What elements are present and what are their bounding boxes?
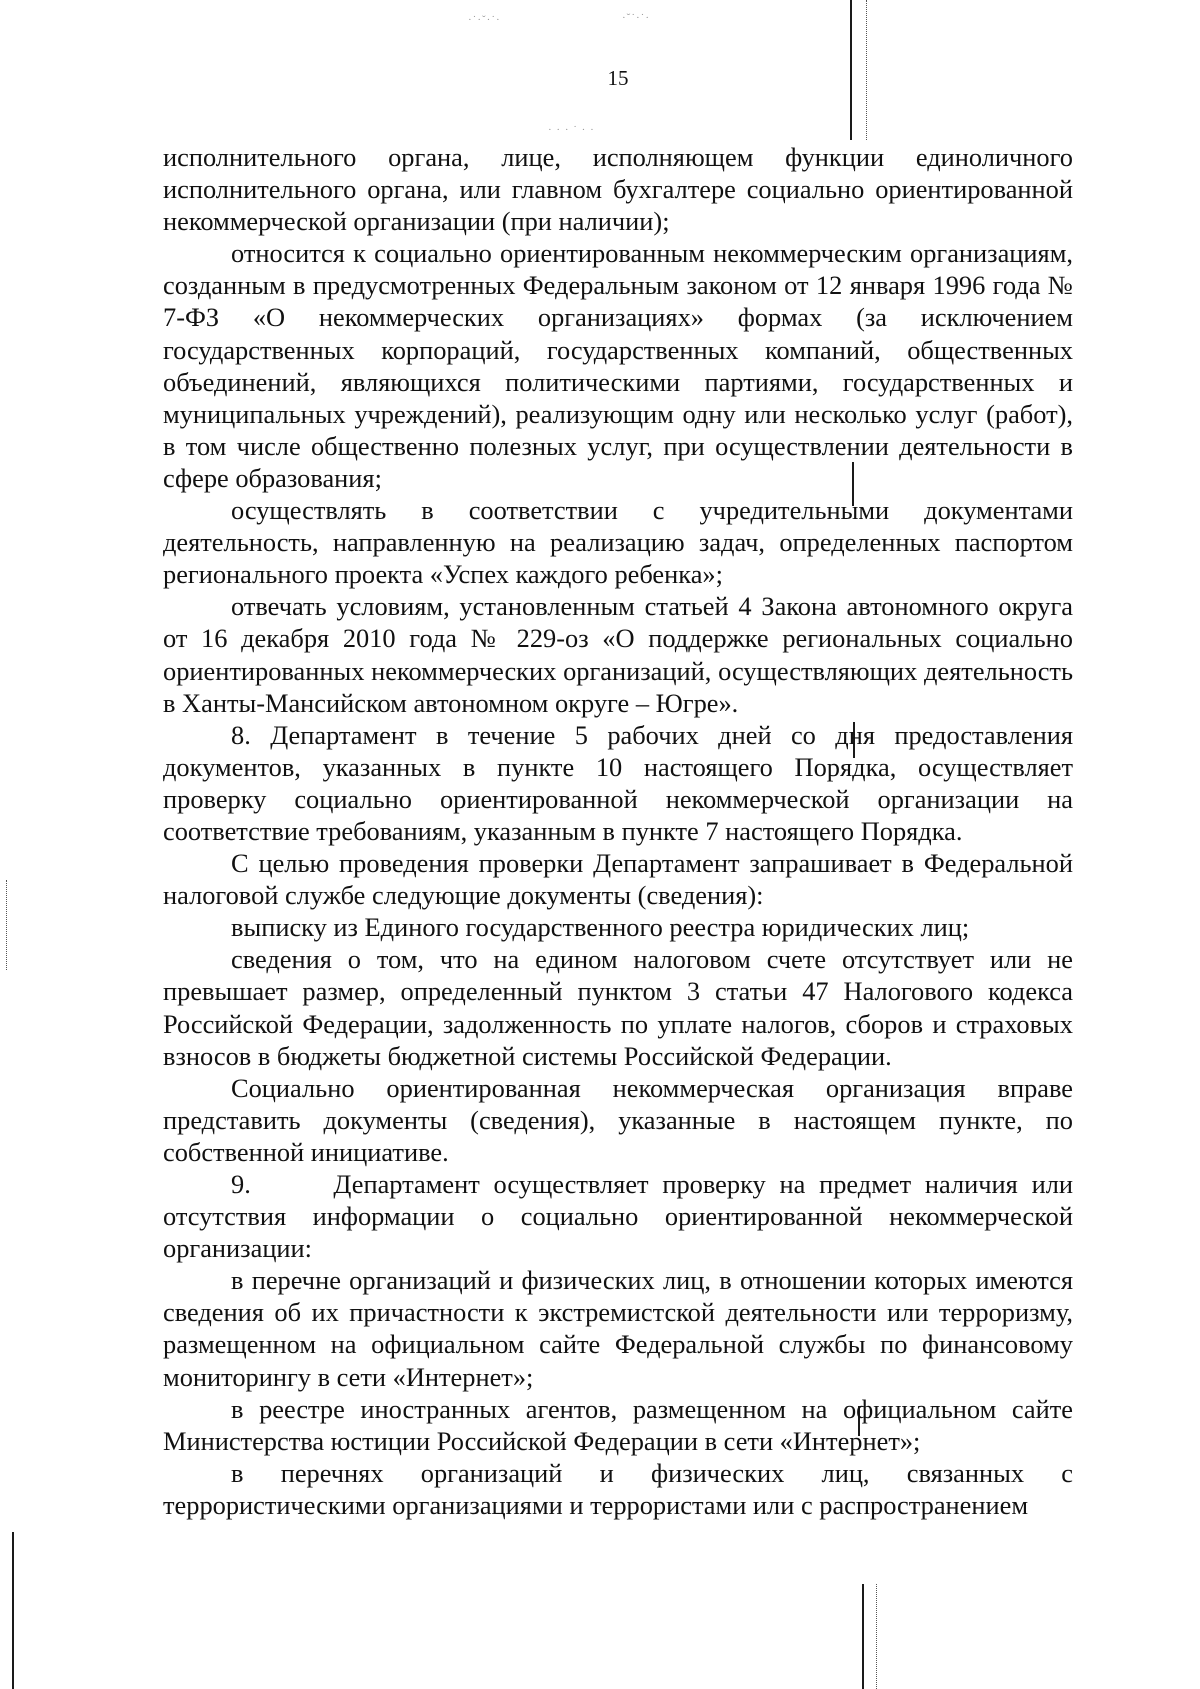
paragraph-continuation: исполнительного органа, лице, исполняющем функции единоличного исполнительного органа, или главном бухгалтере социально ориентированной некоммерческой организации (при наличии); (163, 142, 1073, 237)
scan-left-edge-dots (6, 880, 7, 970)
paragraph-terrorism-list: в перечнях организаций и физических лиц, связанных с террористическими организациями и террористами или с распространением (163, 1457, 1073, 1520)
scan-dotted-line-bottom (876, 1584, 877, 1689)
page-number: 15 (607, 66, 629, 90)
paragraph-item-9: 9. Департамент осуществляет проверку на предмет наличия или отсутствия информации о социально ориентированной некоммерческой организации: (163, 1169, 1080, 1264)
scan-vertical-line-bottom (862, 1584, 864, 1689)
paragraph-foreign-agents: в реестре иностранных агентов, размещенном на официальном сайте Министерства юстиции Российской Федерации в сети «Интернет»; (163, 1393, 1073, 1456)
scan-speckle-top-right: ·ˇ˙·˙· (622, 12, 650, 24)
paragraph-requirement-conditions: отвечать условиям, установленным статьей 4 Закона автономного округа от 16 декабря 2010 года № 229-оз «О поддержке региональных социально ориентированных некоммерческих организаций, осуществляющих деятельность в Ханты-Мансийском автономном округе – Югре». (163, 591, 1073, 718)
scan-speckle-top-left: ·˙·ˇ·˙· (468, 14, 501, 26)
paragraph-tax-debt: сведения о том, что на едином налоговом счете отсутствует или не превышает размер, определенный пунктом 3 статьи 47 Налогового кодекса Российской Федерации, задолженность по уплате налогов, сборов и страховых взносов в бюджеты бюджетной системы Российской Федерации. (163, 944, 1073, 1071)
paragraph-item-8: 8. Департамент в течение 5 рабочих дней со дня предоставления документов, указанных в пункте 10 настоящего Порядка, осуществляет проверку социально ориентированной некоммерческой организации на соответствие требованиям, указанным в пункте 7 настоящего Порядка. (163, 719, 1073, 846)
paragraph-registry-extract: выписку из Единого государственного реестра юридических лиц; (231, 912, 970, 943)
scan-left-edge-line (12, 1532, 14, 1689)
paragraph-tax-request: С целью проведения проверки Департамент запрашивает в Федеральной налоговой службе следующие документы (сведения): (163, 848, 1073, 911)
paragraph-extremism-list: в перечне организаций и физических лиц, в отношении которых имеются сведения об их причастности к экстремистской деятельности или терроризму, размещенном на официальном сайте Федеральной службы по финансовому мониторингу в сети «Интернет»; (163, 1265, 1073, 1392)
document-body (163, 141, 1080, 1521)
paragraph-own-initiative: Социально ориентированная некоммерческая организация вправе представить документы (сведения), указанные в настоящем пункте, по собственной инициативе. (163, 1072, 1073, 1167)
scan-speckle-under-number: · · · ˙ · · (548, 124, 595, 136)
paragraph-requirement-activity: осуществлять в соответствии с учредительными документами деятельность, направленную на реализацию задач, определенных паспортом регионального проекта «Успех каждого ребенка»; (163, 495, 1073, 590)
paragraph-requirement-category: относится к социально ориентированным некоммерческим организациям, созданным в предусмотренных Федеральным законом от 12 января 1996 года № 7-ФЗ «О некоммерческих организациях» формах (за исключением государственных корпораций, государственных компаний, общественных объединений, являющихся политическими партиями, государственных и муниципальных учреждений), реализующим одну или несколько услуг (работ), в том числе общественно полезных услуг, при осуществлении деятельности в сфере образования; (163, 238, 1073, 493)
